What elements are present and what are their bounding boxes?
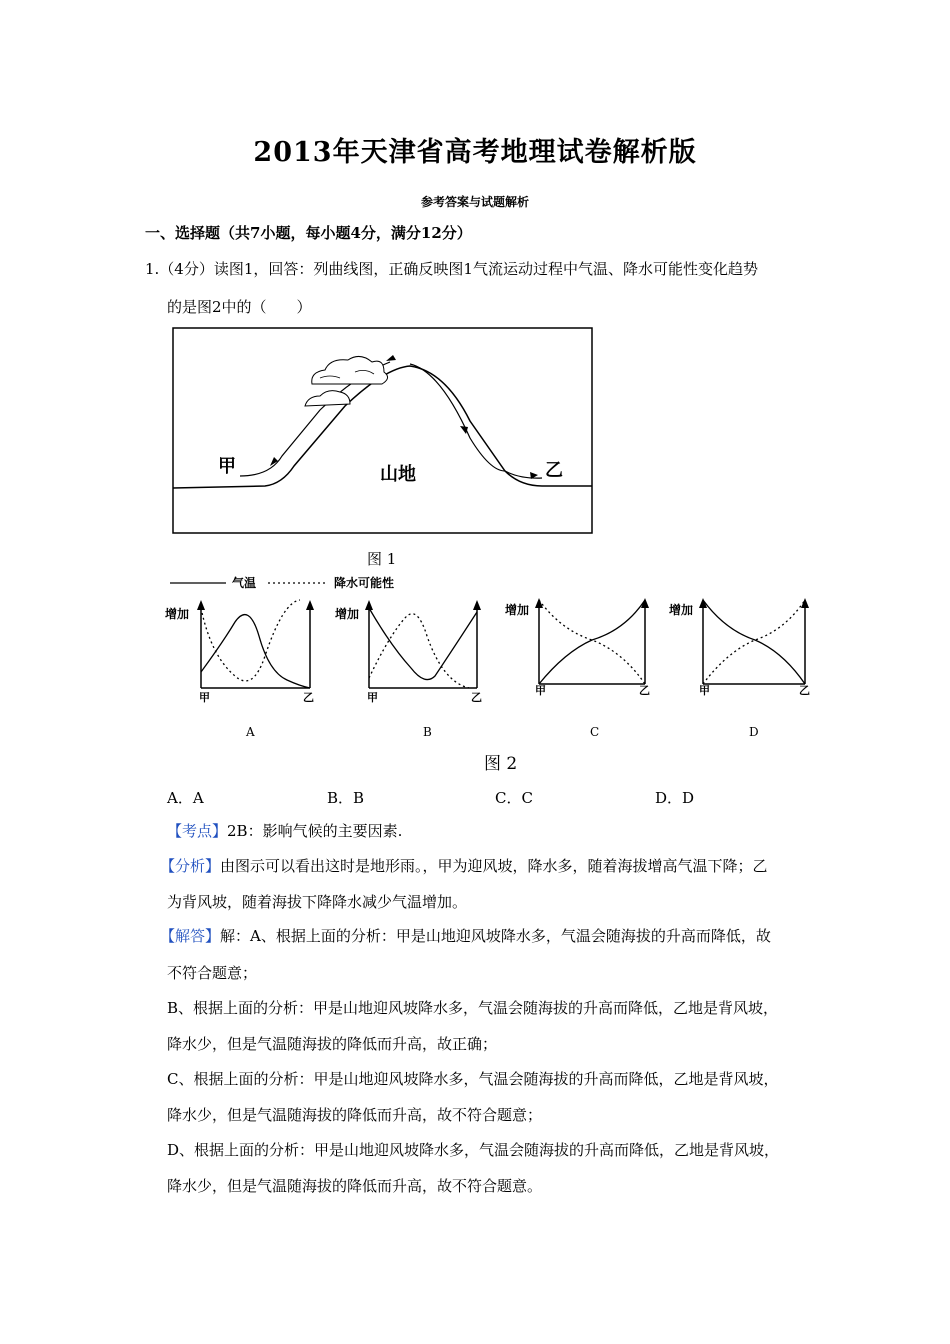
jieda-line-2: 不符合题意； bbox=[167, 964, 258, 982]
panel-b-y-label: 增加 bbox=[335, 607, 360, 621]
panel-c-temp-curve bbox=[539, 600, 645, 684]
question-line-2: 的是图2中的（ ） bbox=[167, 298, 312, 316]
panel-a-x-end: 乙 bbox=[303, 691, 314, 704]
panel-b-x-start: 甲 bbox=[367, 691, 378, 704]
figure-1-label-right: 乙 bbox=[545, 460, 563, 481]
legend-precip-label: 降水可能性 bbox=[334, 576, 395, 590]
panel-c-x-start: 甲 bbox=[535, 684, 546, 697]
figure-2-caption: 图 2 bbox=[484, 754, 518, 774]
option-d[interactable]: D．D bbox=[655, 789, 695, 807]
page-title: 2013年天津省高考地理试卷解析版 bbox=[253, 137, 697, 168]
jieda-line-1 bbox=[160, 925, 771, 946]
kaodian-line bbox=[167, 820, 402, 841]
chart-panel-c bbox=[505, 598, 650, 697]
jieda-line-8: 降水少，但是气温随海拔的降低而升高，故不符合题意。 bbox=[167, 1177, 543, 1195]
figure-1-label-center: 山地 bbox=[380, 464, 416, 485]
figure-1-label-left: 甲 bbox=[218, 456, 236, 477]
section-heading: 一、选择题（共7小题，每小题4分，满分12分） bbox=[145, 224, 472, 242]
figure-1-frame bbox=[173, 328, 592, 533]
panel-c-y-label: 增加 bbox=[505, 603, 530, 617]
question-line-1: 1.（4分）读图1，回答：列曲线图，正确反映图1气流运动过程中气温、降水可能性变化趋势 bbox=[145, 260, 758, 278]
panel-a-precip-curve bbox=[201, 600, 300, 681]
option-c[interactable]: C．C bbox=[495, 789, 533, 807]
page-subtitle: 参考答案与试题解析 bbox=[420, 195, 529, 209]
panel-d-x-start: 甲 bbox=[699, 684, 710, 697]
panel-letter-d: D bbox=[749, 725, 759, 739]
panel-letter-c: C bbox=[590, 725, 600, 739]
figure-2-charts bbox=[165, 596, 820, 708]
chart-panel-b bbox=[335, 600, 482, 704]
panel-letter-b: B bbox=[423, 725, 432, 739]
jieda-line-4: 降水少，但是气温随海拔的降低而升高，故正确； bbox=[167, 1035, 498, 1053]
panel-b-x-end: 乙 bbox=[471, 691, 482, 704]
fenxi-line-1 bbox=[160, 855, 768, 876]
jieda-line-5: C、根据上面的分析：甲是山地迎风坡降水多，气温会随海拔的升高而降低，乙地是背风坡， bbox=[167, 1070, 779, 1088]
legend-temp-label: 气温 bbox=[232, 576, 257, 590]
kaodian-text: 2B：影响气候的主要因素. bbox=[227, 822, 403, 840]
kaodian-tag: 【考点】 bbox=[167, 822, 228, 840]
jieda-text-1: 解：A、根据上面的分析：甲是山地迎风坡降水多，气温会随海拔的升高而降低，故 bbox=[220, 927, 771, 945]
fenxi-line-2: 为背风坡，随着海拔下降降水减少气温增加。 bbox=[167, 893, 468, 911]
panel-d-temp-curve bbox=[703, 600, 805, 684]
jieda-line-7: D、根据上面的分析：甲是山地迎风坡降水多，气温会随海拔的升高而降低，乙地是背风坡， bbox=[167, 1141, 780, 1159]
jieda-line-6: 降水少，但是气温随海拔的降低而升高，故不符合题意； bbox=[167, 1106, 543, 1124]
panel-d-x-end: 乙 bbox=[799, 684, 810, 697]
option-a[interactable]: A．A bbox=[167, 789, 204, 807]
panel-letter-a: A bbox=[246, 725, 255, 739]
panel-a-temp-curve bbox=[201, 615, 310, 688]
figure-2-legend bbox=[168, 572, 428, 592]
fenxi-text-1: 由图示可以看出这时是地形雨。，甲为迎风坡，降水多，随着海拔增高气温下降；乙 bbox=[220, 857, 768, 875]
panel-c-precip-curve bbox=[539, 600, 645, 684]
panel-c-x-end: 乙 bbox=[639, 684, 650, 697]
panel-a-y-label: 增加 bbox=[165, 607, 190, 621]
panel-d-precip-curve bbox=[703, 600, 805, 684]
panel-a-x-start: 甲 bbox=[199, 691, 210, 704]
chart-panel-d bbox=[669, 598, 810, 697]
chart-panel-a bbox=[165, 600, 314, 704]
figure-1-caption: 图 1 bbox=[367, 550, 397, 568]
figure-1-diagram bbox=[170, 326, 595, 536]
option-b[interactable]: B．B bbox=[327, 789, 365, 807]
jieda-line-3: B、根据上面的分析：甲是山地迎风坡降水多，气温会随海拔的升高而降低，乙地是背风坡， bbox=[167, 999, 779, 1017]
jieda-tag: 【解答】 bbox=[160, 927, 221, 945]
panel-b-temp-curve bbox=[369, 608, 477, 680]
panel-d-y-label: 增加 bbox=[669, 603, 694, 617]
fenxi-tag: 【分析】 bbox=[160, 857, 221, 875]
